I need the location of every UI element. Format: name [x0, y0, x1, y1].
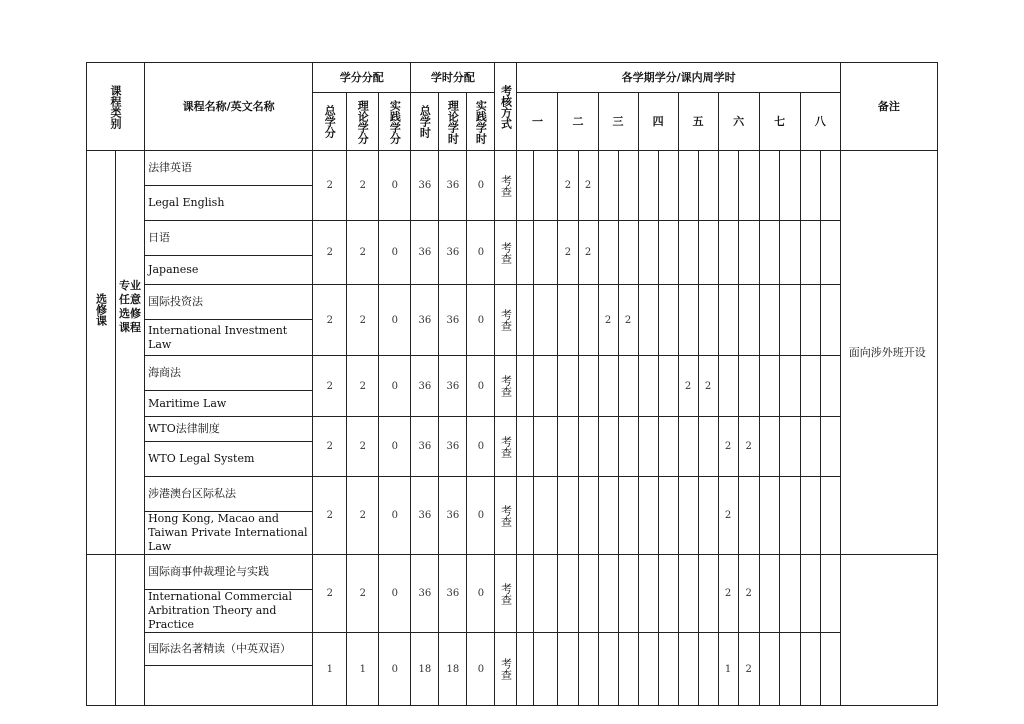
semester-7-credit — [759, 221, 779, 285]
semester-4-credit — [638, 221, 658, 285]
table-row — [87, 221, 938, 256]
cell-credit-practice: 0 — [379, 417, 411, 477]
course-name-cn: 海商法 — [145, 356, 313, 391]
cell-hour-theory: 36 — [439, 285, 467, 356]
header-credit-group: 学分分配 — [313, 63, 411, 93]
semester-1-hours — [534, 221, 558, 285]
semester-8-credit — [800, 221, 820, 285]
exam-method-label: 考查 — [499, 504, 513, 527]
semester-4-credit — [638, 633, 658, 706]
cell-credit-practice: 0 — [379, 151, 411, 221]
semester-6-credit: 2 — [718, 417, 738, 477]
semester-4-hours — [658, 151, 678, 221]
cell-hour-total: 36 — [411, 285, 439, 356]
semester-1-hours — [534, 477, 558, 555]
course-name-en: WTO Legal System — [145, 442, 313, 477]
semester-5-hours — [698, 151, 718, 221]
semester-6-hours: 2 — [738, 633, 759, 706]
course-name-en: Maritime Law — [145, 391, 313, 417]
semester-7-credit — [759, 477, 779, 555]
course-name-en: Legal English — [145, 186, 313, 221]
semester-2-credit — [558, 555, 578, 633]
course-name-cn: WTO法律制度 — [145, 417, 313, 442]
cell-credit-theory: 2 — [347, 555, 379, 633]
semester-8-hours — [820, 555, 840, 633]
semester-3-credit — [598, 555, 618, 633]
course-name-cn: 国际商事仲裁理论与实践 — [145, 555, 313, 590]
header-semester-5: 五 — [678, 93, 718, 151]
semester-5-hours: 2 — [698, 356, 718, 417]
semester-6-hours: 2 — [738, 417, 759, 477]
cell-hour-practice: 0 — [467, 151, 495, 221]
semester-2-hours: 2 — [578, 151, 598, 221]
semester-5-hours — [698, 417, 718, 477]
semester-1-credit — [517, 417, 534, 477]
semester-8-credit — [800, 417, 820, 477]
semester-7-hours — [779, 417, 800, 477]
semester-4-hours — [658, 417, 678, 477]
cell-credit-practice: 0 — [379, 477, 411, 555]
exam-method — [495, 477, 517, 555]
header-hour-theory: 理论学时 — [439, 93, 467, 151]
header-credit-total: 总学分 — [313, 93, 347, 151]
table-row — [87, 151, 938, 186]
semester-1-credit — [517, 356, 534, 417]
semester-7-credit — [759, 356, 779, 417]
semester-7-credit — [759, 417, 779, 477]
course-name-cn: 日语 — [145, 221, 313, 256]
semester-4-hours — [658, 633, 678, 706]
semester-2-credit: 2 — [558, 221, 578, 285]
header-semester-8: 八 — [800, 93, 840, 151]
semester-3-credit — [598, 477, 618, 555]
semester-5-credit — [678, 151, 698, 221]
cell-credit-practice: 0 — [379, 221, 411, 285]
exam-method-label: 考查 — [499, 658, 513, 680]
remark-cell-empty — [840, 555, 937, 706]
header-semester-2: 二 — [558, 93, 598, 151]
cell-hour-practice: 0 — [467, 221, 495, 285]
cell-credit-total: 1 — [313, 633, 347, 706]
semester-1-credit — [517, 477, 534, 555]
semester-6-hours — [738, 151, 759, 221]
exam-method — [495, 417, 517, 477]
cell-hour-practice: 0 — [467, 356, 495, 417]
semester-3-credit — [598, 633, 618, 706]
course-name-cn: 国际投资法 — [145, 285, 313, 320]
semester-5-credit: 2 — [678, 356, 698, 417]
semester-6-credit: 1 — [718, 633, 738, 706]
category-sub — [116, 151, 145, 555]
semester-6-credit — [718, 356, 738, 417]
semester-2-credit — [558, 285, 578, 356]
semester-8-hours — [820, 285, 840, 356]
exam-method — [495, 555, 517, 633]
semester-3-credit — [598, 151, 618, 221]
course-name-en: Japanese — [145, 256, 313, 285]
semester-3-hours — [618, 555, 638, 633]
semester-8-hours — [820, 633, 840, 706]
exam-method-label: 考查 — [499, 375, 513, 397]
semester-4-credit — [638, 417, 658, 477]
course-name-cn: 法律英语 — [145, 151, 313, 186]
semester-6-hours: 2 — [738, 555, 759, 633]
semester-8-credit — [800, 477, 820, 555]
cell-credit-total: 2 — [313, 417, 347, 477]
table-row — [87, 477, 938, 512]
semester-6-credit — [718, 221, 738, 285]
semester-8-credit — [800, 285, 820, 356]
semester-8-hours — [820, 221, 840, 285]
semester-2-hours: 2 — [578, 221, 598, 285]
cell-hour-practice: 0 — [467, 417, 495, 477]
cell-credit-theory: 2 — [347, 151, 379, 221]
semester-8-hours — [820, 417, 840, 477]
semester-3-credit — [598, 356, 618, 417]
semester-1-credit — [517, 151, 534, 221]
semester-1-credit — [517, 221, 534, 285]
cell-credit-theory: 2 — [347, 356, 379, 417]
header-semester-7: 七 — [759, 93, 800, 151]
semester-2-credit — [558, 633, 578, 706]
header-hour-group: 学时分配 — [411, 63, 495, 93]
cell-credit-theory: 2 — [347, 477, 379, 555]
cell-hour-practice: 0 — [467, 633, 495, 706]
header-hour-practice: 实践学时 — [467, 93, 495, 151]
cell-hour-practice: 0 — [467, 555, 495, 633]
semester-5-hours — [698, 477, 718, 555]
semester-5-credit — [678, 555, 698, 633]
course-table-sheet — [86, 62, 938, 680]
semester-6-hours — [738, 356, 759, 417]
semester-7-credit — [759, 151, 779, 221]
header-category: 课程类别 — [87, 63, 145, 151]
course-name-cn: 国际法名著精读（中英双语） — [145, 633, 313, 666]
cell-credit-theory: 2 — [347, 285, 379, 356]
semester-2-credit — [558, 356, 578, 417]
cell-credit-total: 2 — [313, 221, 347, 285]
semester-1-credit — [517, 633, 534, 706]
cell-credit-practice: 0 — [379, 356, 411, 417]
semester-5-credit — [678, 221, 698, 285]
semester-2-credit — [558, 417, 578, 477]
cell-credit-total: 2 — [313, 151, 347, 221]
header-semester-1: 一 — [517, 93, 558, 151]
cell-hour-theory: 36 — [439, 555, 467, 633]
header-hour-total: 总学时 — [411, 93, 439, 151]
semester-8-credit — [800, 555, 820, 633]
header-course-name: 课程名称/英文名称 — [145, 63, 313, 151]
semester-7-credit — [759, 555, 779, 633]
header-remarks: 备注 — [840, 63, 937, 151]
semester-6-credit — [718, 285, 738, 356]
table-row — [87, 555, 938, 590]
semester-3-hours — [618, 356, 638, 417]
semester-4-hours — [658, 221, 678, 285]
semester-3-credit — [598, 417, 618, 477]
semester-2-credit: 2 — [558, 151, 578, 221]
cell-hour-total: 36 — [411, 356, 439, 417]
semester-7-hours — [779, 477, 800, 555]
semester-7-credit — [759, 285, 779, 356]
cell-hour-theory: 36 — [439, 221, 467, 285]
semester-2-credit — [558, 477, 578, 555]
header-semester-6: 六 — [718, 93, 759, 151]
semester-3-hours — [618, 221, 638, 285]
semester-5-credit — [678, 633, 698, 706]
cell-hour-practice: 0 — [467, 285, 495, 356]
semester-7-hours — [779, 285, 800, 356]
semester-5-hours — [698, 285, 718, 356]
semester-5-hours — [698, 633, 718, 706]
cell-hour-practice: 0 — [467, 477, 495, 555]
semester-1-hours — [534, 356, 558, 417]
semester-5-hours — [698, 221, 718, 285]
semester-6-credit: 2 — [718, 477, 738, 555]
semester-7-hours — [779, 633, 800, 706]
semester-6-credit: 2 — [718, 555, 738, 633]
cell-hour-total: 36 — [411, 151, 439, 221]
semester-4-credit — [638, 477, 658, 555]
semester-1-hours — [534, 417, 558, 477]
semester-6-credit — [718, 151, 738, 221]
semester-1-credit — [517, 285, 534, 356]
semester-4-hours — [658, 555, 678, 633]
course-name-en: International Commercial Arbitration Theory and Practice — [145, 590, 313, 633]
cell-credit-total: 2 — [313, 285, 347, 356]
semester-4-hours — [658, 356, 678, 417]
semester-6-hours — [738, 477, 759, 555]
course-name-cn: 涉港澳台区际私法 — [145, 477, 313, 512]
semester-7-hours — [779, 221, 800, 285]
cell-credit-theory: 2 — [347, 221, 379, 285]
semester-1-hours — [534, 285, 558, 356]
semester-4-credit — [638, 151, 658, 221]
semester-3-hours — [618, 151, 638, 221]
cell-credit-practice: 0 — [379, 285, 411, 356]
course-name-en: International Investment Law — [145, 320, 313, 356]
header-semester-4: 四 — [638, 93, 678, 151]
category-main-label: 选修课 — [94, 293, 108, 326]
cell-hour-theory: 36 — [439, 477, 467, 555]
semester-7-hours — [779, 151, 800, 221]
category-main — [87, 151, 116, 555]
category-sub-label: 专业任意选修课程 — [119, 279, 142, 334]
semester-4-hours — [658, 477, 678, 555]
table-row — [87, 417, 938, 442]
course-name-en — [145, 666, 313, 706]
exam-method-label: 考查 — [499, 582, 513, 605]
semester-2-hours — [578, 633, 598, 706]
cell-hour-total: 36 — [411, 477, 439, 555]
header-credit-practice: 实践学分 — [379, 93, 411, 151]
category-sub-cont — [116, 555, 145, 706]
semester-8-credit — [800, 633, 820, 706]
exam-method — [495, 285, 517, 356]
cell-credit-total: 2 — [313, 477, 347, 555]
semester-4-credit — [638, 285, 658, 356]
semester-1-hours — [534, 555, 558, 633]
cell-hour-theory: 36 — [439, 417, 467, 477]
semester-3-hours — [618, 633, 638, 706]
cell-hour-total: 36 — [411, 555, 439, 633]
table-row — [87, 285, 938, 320]
exam-method — [495, 151, 517, 221]
semester-3-credit — [598, 221, 618, 285]
exam-method — [495, 633, 517, 706]
semester-8-credit — [800, 356, 820, 417]
cell-credit-total: 2 — [313, 555, 347, 633]
semester-8-hours — [820, 151, 840, 221]
cell-credit-practice: 0 — [379, 633, 411, 706]
semester-6-hours — [738, 285, 759, 356]
exam-method-label: 考查 — [499, 174, 513, 197]
semester-4-credit — [638, 356, 658, 417]
semester-1-credit — [517, 555, 534, 633]
cell-hour-theory: 18 — [439, 633, 467, 706]
semester-8-hours — [820, 356, 840, 417]
table-row — [87, 356, 938, 391]
cell-hour-total: 36 — [411, 221, 439, 285]
cell-hour-theory: 36 — [439, 356, 467, 417]
course-name-en: Hong Kong, Macao and Taiwan Private International Law — [145, 512, 313, 555]
semester-2-hours — [578, 555, 598, 633]
semester-8-hours — [820, 477, 840, 555]
semester-3-hours — [618, 417, 638, 477]
semester-1-hours — [534, 633, 558, 706]
cell-hour-total: 36 — [411, 417, 439, 477]
semester-5-hours — [698, 555, 718, 633]
header-semester-group: 各学期学分/课内周学时 — [517, 63, 840, 93]
semester-4-credit — [638, 555, 658, 633]
semester-2-hours — [578, 417, 598, 477]
semester-5-credit — [678, 477, 698, 555]
semester-6-hours — [738, 221, 759, 285]
semester-7-hours — [779, 555, 800, 633]
cell-credit-theory: 2 — [347, 417, 379, 477]
exam-method — [495, 221, 517, 285]
cell-credit-practice: 0 — [379, 555, 411, 633]
semester-3-credit: 2 — [598, 285, 618, 356]
semester-2-hours — [578, 285, 598, 356]
exam-method-label: 考查 — [499, 309, 513, 331]
exam-method-label: 考查 — [499, 435, 513, 458]
header-exam: 考核方式 — [495, 63, 517, 151]
header-credit-theory: 理论学分 — [347, 93, 379, 151]
cell-credit-theory: 1 — [347, 633, 379, 706]
table-row — [87, 633, 938, 666]
semester-4-hours — [658, 285, 678, 356]
category-main-cont — [87, 555, 116, 706]
cell-hour-theory: 36 — [439, 151, 467, 221]
semester-5-credit — [678, 417, 698, 477]
cell-hour-total: 18 — [411, 633, 439, 706]
semester-5-credit — [678, 285, 698, 356]
semester-2-hours — [578, 477, 598, 555]
semester-1-hours — [534, 151, 558, 221]
semester-7-hours — [779, 356, 800, 417]
course-table — [86, 62, 938, 706]
semester-8-credit — [800, 151, 820, 221]
exam-method — [495, 356, 517, 417]
exam-method-label: 考查 — [499, 241, 513, 264]
header-semester-3: 三 — [598, 93, 638, 151]
semester-2-hours — [578, 356, 598, 417]
semester-3-hours — [618, 477, 638, 555]
remark-cell: 面向涉外班开设 — [840, 151, 937, 555]
cell-credit-total: 2 — [313, 356, 347, 417]
semester-3-hours: 2 — [618, 285, 638, 356]
semester-7-credit — [759, 633, 779, 706]
